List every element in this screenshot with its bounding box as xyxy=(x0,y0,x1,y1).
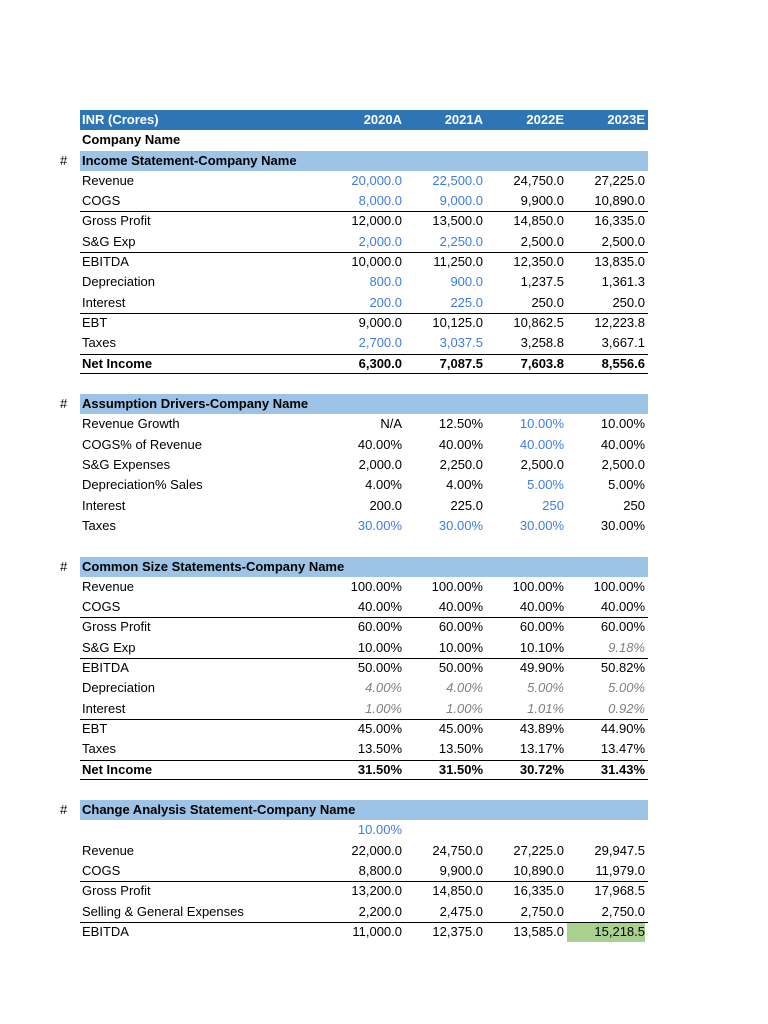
cell[interactable]: 2,000.0 xyxy=(358,233,402,249)
cell[interactable]: 9,900.0 xyxy=(520,193,564,209)
cell[interactable]: 40.00% xyxy=(438,436,483,452)
cell[interactable]: 3,667.1 xyxy=(601,335,645,351)
cell[interactable]: 100.00% xyxy=(593,578,645,594)
change-title-row xyxy=(0,800,768,820)
cell[interactable]: 50.82% xyxy=(600,660,645,676)
cell[interactable]: 27,225.0 xyxy=(594,172,645,188)
hash-marker: # xyxy=(60,152,68,168)
common-row-taxes xyxy=(0,739,768,759)
cell[interactable]: 12,000.0 xyxy=(351,213,402,229)
company-row xyxy=(0,130,768,150)
cell[interactable]: 3,037.5 xyxy=(439,335,483,351)
common-row-cogs xyxy=(0,597,768,617)
cell[interactable]: 1.00% xyxy=(446,700,483,716)
cell[interactable]: 2,750.0 xyxy=(520,903,564,919)
cell[interactable]: 5.00% xyxy=(527,477,564,493)
income-row-revenue xyxy=(0,171,768,191)
cell[interactable]: 100.00% xyxy=(350,578,402,594)
cell[interactable]: 40.00% xyxy=(357,436,402,452)
row-label[interactable]: Revenue xyxy=(82,172,135,188)
common-row-gross-profit xyxy=(0,617,768,637)
cell[interactable]: 3,258.8 xyxy=(520,335,564,351)
year-2020a[interactable]: 2020A xyxy=(363,112,402,127)
cell[interactable]: 2,250.0 xyxy=(439,457,483,473)
cell[interactable]: 250.0 xyxy=(531,294,564,310)
cell[interactable]: 30.00% xyxy=(357,517,402,533)
row-label[interactable]: COGS xyxy=(82,862,121,878)
cell[interactable]: 225.0 xyxy=(450,294,483,310)
cell[interactable]: 2,500.0 xyxy=(601,233,645,249)
cell[interactable]: 2,700.0 xyxy=(358,335,402,351)
cell[interactable]: 13,835.0 xyxy=(594,254,645,270)
cell[interactable]: 13,585.0 xyxy=(513,923,564,939)
cell[interactable]: 30.00% xyxy=(519,517,564,533)
cell[interactable]: 2,475.0 xyxy=(439,903,483,919)
income-title-row xyxy=(0,151,768,171)
cell[interactable]: 12.50% xyxy=(438,416,483,432)
cell[interactable]: 43.89% xyxy=(519,720,564,736)
cell[interactable]: 10,890.0 xyxy=(513,862,564,878)
common-title-row xyxy=(0,557,768,577)
cell[interactable]: 40.00% xyxy=(438,599,483,615)
cell[interactable]: 5.00% xyxy=(608,680,645,696)
spreadsheet xyxy=(0,110,768,942)
row-label[interactable]: Depreciation xyxy=(82,274,155,290)
cell[interactable]: 10.10% xyxy=(519,639,564,655)
assump-row-revenue-growth xyxy=(0,414,768,434)
cell[interactable]: 250 xyxy=(542,497,564,513)
row-label[interactable]: EBITDA xyxy=(82,923,129,939)
cell[interactable]: 4.00% xyxy=(365,680,402,696)
cell[interactable]: 22,500.0 xyxy=(432,172,483,188)
cell[interactable]: 16,335.0 xyxy=(513,883,564,899)
row-label[interactable]: Taxes xyxy=(82,335,116,351)
cell[interactable]: 14,850.0 xyxy=(513,213,564,229)
income-row-ebt xyxy=(0,313,768,333)
cell[interactable]: 13.17% xyxy=(519,741,564,757)
row-label[interactable]: Revenue Growth xyxy=(82,416,180,432)
hash-marker: # xyxy=(60,558,68,574)
cell[interactable]: 60.00% xyxy=(438,619,483,635)
row-label[interactable]: Revenue xyxy=(82,842,135,858)
unit-label[interactable]: INR (Crores) xyxy=(82,112,159,127)
income-row-interest xyxy=(0,293,768,313)
cell[interactable]: 9,000.0 xyxy=(358,314,402,330)
cell[interactable]: 200.0 xyxy=(369,294,402,310)
change-row-cogs xyxy=(0,861,768,881)
cell[interactable]: 100.00% xyxy=(431,578,483,594)
cell[interactable]: 31.50% xyxy=(438,761,483,777)
year-2022e[interactable]: 2022E xyxy=(526,112,564,127)
section-title[interactable]: Assumption Drivers-Company Name xyxy=(82,396,309,412)
cell[interactable]: 12,223.8 xyxy=(594,314,645,330)
income-row-cogs xyxy=(0,191,768,211)
cell[interactable]: 1,237.5 xyxy=(520,274,564,290)
company-name[interactable]: Company Name xyxy=(82,132,181,148)
row-label[interactable]: Interest xyxy=(82,294,126,310)
cell[interactable]: 11,000.0 xyxy=(352,923,402,939)
cell[interactable]: 10.00% xyxy=(600,416,645,432)
section-title[interactable]: Change Analysis Statement-Company Name xyxy=(82,802,356,818)
cell[interactable]: 10.00% xyxy=(357,639,402,655)
cell[interactable]: 24,750.0 xyxy=(432,842,483,858)
assump-row-taxes xyxy=(0,516,768,536)
cell[interactable]: 13.50% xyxy=(438,741,483,757)
cell[interactable]: 2,500.0 xyxy=(520,457,564,473)
section-title[interactable]: Income Statement-Company Name xyxy=(82,152,297,168)
hash-marker: # xyxy=(60,396,68,412)
row-label[interactable]: Interest xyxy=(82,700,126,716)
cell[interactable]: 2,250.0 xyxy=(439,233,483,249)
cell[interactable]: 13.50% xyxy=(357,741,402,757)
row-label[interactable]: Net Income xyxy=(82,761,153,777)
hash-marker: # xyxy=(60,802,68,818)
row-label[interactable]: S&G Exp xyxy=(82,639,136,655)
cell[interactable]: 6,300.0 xyxy=(358,355,402,371)
common-row-revenue xyxy=(0,577,768,597)
cell[interactable]: 5.00% xyxy=(527,680,564,696)
cell[interactable]: 9.18% xyxy=(608,639,645,655)
cell[interactable]: 10,000.0 xyxy=(351,254,402,270)
row-label[interactable]: Taxes xyxy=(82,517,116,533)
section-title[interactable]: Common Size Statements-Company Name xyxy=(82,558,345,574)
cell[interactable]: 16,335.0 xyxy=(594,213,645,229)
cell[interactable]: 11,250.0 xyxy=(433,254,483,270)
common-row-ebt xyxy=(0,719,768,739)
cell[interactable]: 14,850.0 xyxy=(432,883,483,899)
cell[interactable]: 22,000.0 xyxy=(351,842,402,858)
cell[interactable]: 60.00% xyxy=(357,619,402,635)
row-label[interactable]: COGS xyxy=(82,193,121,209)
row-label[interactable]: Taxes xyxy=(82,741,116,757)
assump-row-cogs xyxy=(0,435,768,455)
cell[interactable]: 40.00% xyxy=(519,599,564,615)
cell[interactable]: 1.00% xyxy=(365,700,402,716)
assump-row-interest xyxy=(0,496,768,516)
row-label[interactable]: S&G Expenses xyxy=(82,457,171,473)
cell[interactable]: 10,862.5 xyxy=(513,314,564,330)
cell[interactable]: 60.00% xyxy=(519,619,564,635)
cell[interactable]: 200.0 xyxy=(369,497,402,513)
income-row-sg-exp xyxy=(0,232,768,252)
year-2023e[interactable]: 2023E xyxy=(607,112,645,127)
row-label[interactable]: Selling & General Expenses xyxy=(82,903,244,919)
cell[interactable]: 10,890.0 xyxy=(594,193,645,209)
cell[interactable]: 2,500.0 xyxy=(601,457,645,473)
cell[interactable]: 13.47% xyxy=(600,741,645,757)
cell[interactable]: 49.90% xyxy=(519,660,564,676)
cell[interactable]: 12,350.0 xyxy=(513,254,564,270)
cell[interactable]: 4.00% xyxy=(365,477,402,493)
growth-rate-cell[interactable]: 10.00% xyxy=(357,822,402,838)
income-row-depreciation xyxy=(0,272,768,292)
row-label[interactable]: Depreciation xyxy=(82,680,155,696)
cell[interactable]: 20,000.0 xyxy=(351,172,402,188)
row-label[interactable]: Gross Profit xyxy=(82,619,151,635)
cell[interactable]: 250 xyxy=(623,497,645,513)
cell[interactable]: 9,900.0 xyxy=(439,862,483,878)
cell[interactable]: 2,000.0 xyxy=(358,457,402,473)
row-label[interactable]: Net Income xyxy=(82,355,153,371)
assump-row-depreciation xyxy=(0,475,768,495)
cell[interactable]: 11,979.0 xyxy=(595,862,645,878)
cell[interactable]: 27,225.0 xyxy=(513,842,564,858)
cell[interactable]: 50.00% xyxy=(357,660,402,676)
cell[interactable]: 24,750.0 xyxy=(513,172,564,188)
common-row-net-income xyxy=(0,760,768,780)
row-label[interactable]: Interest xyxy=(82,497,126,513)
cell[interactable]: 0.92% xyxy=(608,700,645,716)
cell[interactable]: 44.90% xyxy=(600,720,645,736)
cell[interactable]: 225.0 xyxy=(450,497,483,513)
change-growth-row xyxy=(0,820,768,840)
row-label[interactable]: EBT xyxy=(82,720,108,736)
cell[interactable]: 7,603.8 xyxy=(520,355,564,371)
cell[interactable]: 13,500.0 xyxy=(432,213,483,229)
income-row-net-income xyxy=(0,354,768,374)
cell[interactable]: 8,556.6 xyxy=(601,355,645,371)
cell[interactable]: 50.00% xyxy=(438,660,483,676)
cell[interactable]: 2,500.0 xyxy=(520,233,564,249)
cell[interactable]: N/A xyxy=(380,416,402,432)
cell[interactable]: 2,750.0 xyxy=(601,903,645,919)
cell[interactable]: 29,947.5 xyxy=(594,842,645,858)
cell[interactable]: 1,361.3 xyxy=(601,274,645,290)
row-label[interactable]: S&G Exp xyxy=(82,233,136,249)
common-row-sg-exp xyxy=(0,638,768,658)
cell[interactable]: 10.00% xyxy=(438,639,483,655)
cell[interactable]: 2,200.0 xyxy=(358,903,402,919)
cell[interactable]: 30.00% xyxy=(438,517,483,533)
cell[interactable]: 12,375.0 xyxy=(432,923,483,939)
cell[interactable]: 4.00% xyxy=(446,680,483,696)
selected-cell[interactable]: 15,218.5 xyxy=(567,922,645,942)
cell[interactable]: 8,800.0 xyxy=(358,862,402,878)
cell[interactable]: 30.72% xyxy=(519,761,564,777)
cell[interactable]: 45.00% xyxy=(357,720,402,736)
cell[interactable]: 4.00% xyxy=(446,477,483,493)
row-label[interactable]: Gross Profit xyxy=(82,883,151,899)
row-label[interactable]: COGS% of Revenue xyxy=(82,436,202,452)
row-label[interactable]: Revenue xyxy=(82,578,135,594)
common-row-depreciation xyxy=(0,678,768,698)
cell[interactable]: 31.50% xyxy=(357,761,402,777)
year-2021a[interactable]: 2021A xyxy=(444,112,483,127)
assump-row-sg xyxy=(0,455,768,475)
cell[interactable]: 10.00% xyxy=(519,416,564,432)
cell[interactable]: 30.00% xyxy=(600,517,645,533)
common-row-ebitda xyxy=(0,658,768,678)
change-row-sg-expenses xyxy=(0,902,768,922)
income-row-gross-profit xyxy=(0,211,768,231)
cell[interactable]: 31.43% xyxy=(600,761,645,777)
header-row xyxy=(0,110,768,130)
cell[interactable]: 100.00% xyxy=(512,578,564,594)
cell[interactable]: 40.00% xyxy=(519,436,564,452)
cell[interactable]: 17,968.5 xyxy=(594,883,645,899)
cell[interactable]: 7,087.5 xyxy=(439,355,483,371)
change-row-gross-profit xyxy=(0,881,768,901)
row-label[interactable]: EBITDA xyxy=(82,254,129,270)
cell[interactable]: 800.0 xyxy=(369,274,402,290)
cell[interactable]: 10,125.0 xyxy=(432,314,483,330)
common-row-interest xyxy=(0,699,768,719)
cell[interactable]: 250.0 xyxy=(612,294,645,310)
cell[interactable]: 40.00% xyxy=(600,599,645,615)
change-row-ebitda xyxy=(0,922,768,942)
row-label[interactable]: Depreciation% Sales xyxy=(82,477,203,493)
row-label[interactable]: EBITDA xyxy=(82,660,129,676)
cell[interactable]: 40.00% xyxy=(357,599,402,615)
row-label[interactable]: COGS xyxy=(82,599,121,615)
cell[interactable]: 1.01% xyxy=(527,700,564,716)
cell[interactable]: 60.00% xyxy=(600,619,645,635)
cell[interactable]: 8,000.0 xyxy=(358,193,402,209)
cell[interactable]: 5.00% xyxy=(608,477,645,493)
cell[interactable]: 9,000.0 xyxy=(439,193,483,209)
cell[interactable]: 13,200.0 xyxy=(351,883,402,899)
assumptions-title-row xyxy=(0,394,768,414)
cell[interactable]: 40.00% xyxy=(600,436,645,452)
cell[interactable]: 45.00% xyxy=(438,720,483,736)
cell[interactable]: 900.0 xyxy=(450,274,483,290)
change-row-revenue xyxy=(0,841,768,861)
row-label[interactable]: EBT xyxy=(82,314,108,330)
income-row-taxes xyxy=(0,333,768,353)
row-label[interactable]: Gross Profit xyxy=(82,213,151,229)
income-row-ebitda xyxy=(0,252,768,272)
